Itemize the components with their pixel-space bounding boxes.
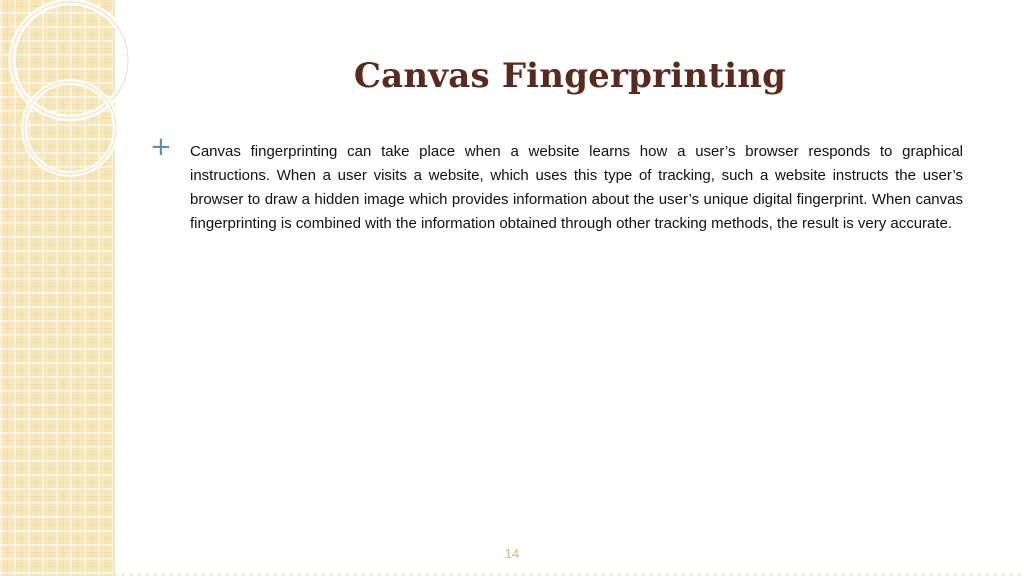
decorative-rings: [0, 0, 200, 200]
bullet-text: Canvas fingerprinting can take place when a website learns how a user’s browser responds to graphical instructions. When a user visits a website, which uses this type of tracking, such a website instructs the user’s browser to draw a hidden image which provides information about the user’s unique digital fingerprint. When canvas fingerprinting is combined with the information obtained through other tracking methods, the result is very accurate.: [190, 143, 963, 232]
page-number: 14: [504, 546, 520, 561]
slide-title: Canvas Fingerprinting: [353, 56, 787, 96]
plus-icon: +: [150, 132, 172, 162]
